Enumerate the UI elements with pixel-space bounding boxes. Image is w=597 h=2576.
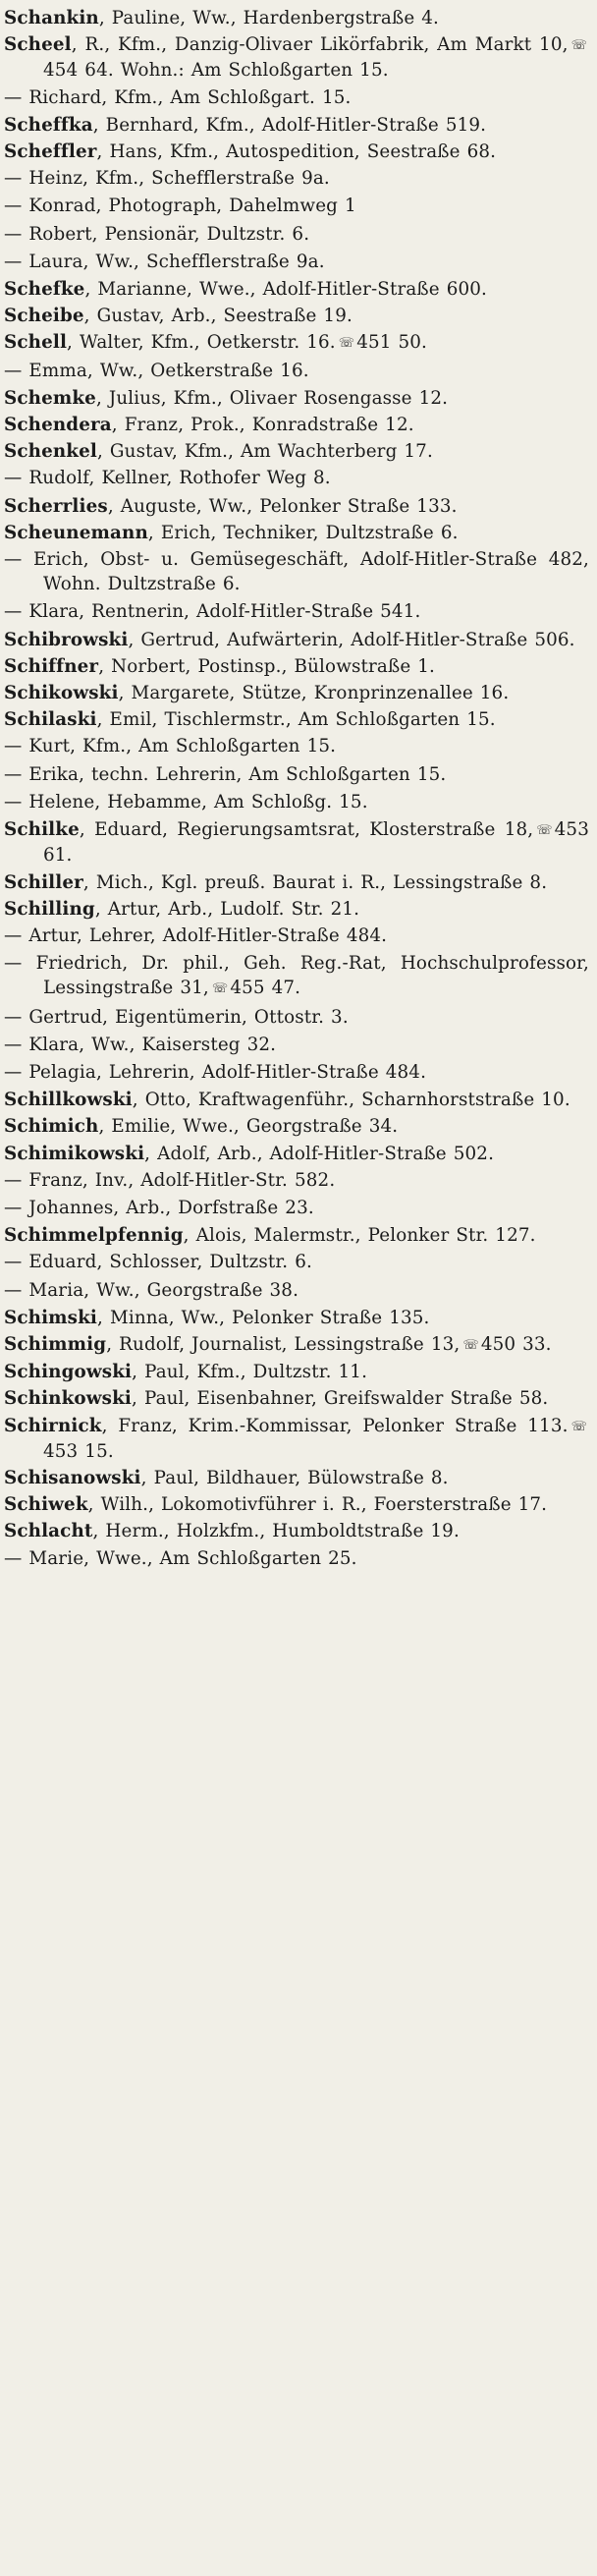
telephone-icon: ☏ (536, 823, 553, 839)
entry-details: , Otto, Kraftwagenführ., Scharnhorststraße 10. (132, 1090, 570, 1111)
sub-entry (4, 790, 589, 814)
telephone-icon: ☏ (462, 1337, 479, 1353)
phone-number: 451 50. (356, 332, 428, 354)
entry-name: — Eduard (4, 1252, 97, 1273)
entry-name: — Rudolf (4, 468, 89, 489)
entry-details: , Rudolf, Journalist, Lessingstraße 13, (106, 1333, 461, 1355)
entry-details: , Obst- u. Gemüsegeschäft, Adolf-Hitler-Straße 482, Wohn. Dultzstraße 6. (43, 549, 589, 595)
entry-name: — Johannes (4, 1197, 114, 1218)
entry-name: — Friedrich (4, 953, 123, 975)
entry-name: — Konrad (4, 196, 96, 217)
sub-entry (4, 194, 589, 218)
directory-entry (4, 897, 589, 922)
entry-name: — Erich (4, 549, 83, 571)
directory-entries (4, 6, 589, 1571)
entry-details: , Dr. phil., Geh. Reg.-Rat, Hochschulprofessor, Lessingstraße 31, (43, 953, 589, 999)
entry-name: Schemke (4, 387, 96, 409)
telephone-icon: ☏ (570, 38, 587, 54)
sub-entry (4, 762, 589, 787)
entry-name: Schiwek (4, 1494, 88, 1516)
directory-entry (4, 654, 589, 679)
sub-entry (4, 1005, 589, 1030)
sub-entry (4, 359, 589, 383)
entry-name: — Maria (4, 1279, 84, 1301)
directory-entry (4, 1519, 589, 1543)
entry-name: — Klara (4, 601, 80, 623)
entry-name: Scherrlies (4, 495, 108, 517)
directory-entry (4, 330, 589, 356)
entry-details: , Rentnerin, Adolf-Hitler-Straße 541. (79, 601, 421, 623)
entry-details: , Pensionär, Dultzstr. 6. (91, 223, 310, 245)
entry-name: Schilaski (4, 709, 97, 731)
entry-details: , Marianne, Wwe., Adolf-Hitler-Straße 600. (84, 279, 487, 301)
entry-details: , Ww., Kaisersteg 32. (79, 1034, 277, 1055)
entry-name: — Erika (4, 763, 80, 785)
directory-entry (4, 494, 589, 519)
entry-name: — Heinz (4, 168, 83, 190)
directory-entry (4, 1114, 589, 1139)
entry-residence: Wohn.: Am Schloßgarten 15. (120, 60, 389, 82)
directory-entry (4, 113, 589, 138)
entry-name: Schefke (4, 279, 85, 301)
directory-entry (4, 32, 589, 83)
entry-name: Schikowski (4, 683, 119, 704)
entry-name: Scheel (4, 34, 72, 56)
entry-name: — Pelagia (4, 1061, 96, 1083)
sub-entry (4, 1278, 589, 1303)
sub-entry (4, 1196, 589, 1220)
directory-entry (4, 870, 589, 895)
entry-name: — Robert (4, 223, 92, 245)
entry-details: , Inv., Adolf-Hitler-Str. 582. (81, 1169, 336, 1191)
entry-details: , Paul, Eisenbahner, Greifswalder Straße 58. (132, 1388, 549, 1410)
telephone-icon: ☏ (338, 336, 355, 352)
entry-name: Schlacht (4, 1521, 93, 1542)
entry-name: Schisanowski (4, 1467, 141, 1488)
entry-details: , Mich., Kgl. preuß. Baurat i. R., Lessingstraße 8. (82, 871, 548, 893)
entry-details: , techn. Lehrerin, Am Schloßgarten 15. (79, 763, 447, 785)
entry-details: , Franz, Prok., Konradstraße 12. (111, 415, 414, 436)
entry-details: , Hans, Kfm., Autospedition, Seestraße 68. (96, 141, 497, 163)
directory-entry (4, 1466, 589, 1490)
entry-name: — Klara (4, 1034, 80, 1055)
entry-name: — Gertrud (4, 1006, 103, 1028)
sub-entry (4, 734, 589, 758)
entry-name: Schankin (4, 8, 99, 28)
sub-entry (4, 951, 589, 1001)
entry-details: , Lehrer, Adolf-Hitler-Straße 484. (76, 924, 388, 946)
entry-name: Scheffka (4, 114, 93, 136)
entry-details: , Margarete, Stütze, Kronprinzenallee 16. (118, 683, 510, 704)
directory-entry (4, 521, 589, 545)
entry-details: , Walter, Kfm., Oetkerstr. 16. (67, 332, 336, 354)
entry-details: , Kfm., Am Schloßgart. 15. (101, 86, 352, 108)
directory-entry (4, 1306, 589, 1330)
entry-name: — Emma (4, 360, 87, 381)
entry-details: , Bernhard, Kfm., Adolf-Hitler-Straße 519. (92, 114, 487, 136)
directory-entry (4, 439, 589, 464)
entry-name: Scheffler (4, 141, 97, 163)
directory-entry (4, 413, 589, 437)
entry-name: Schimikowski (4, 1143, 145, 1164)
entry-name: — Laura (4, 251, 83, 272)
entry-details: , Kfm., Schefflerstraße 9a. (82, 168, 330, 190)
entry-name: Schilling (4, 898, 95, 920)
entry-details: , Alois, Malermstr., Pelonker Str. 127. (183, 1225, 536, 1247)
sub-entry (4, 547, 589, 596)
entry-name: Schell (4, 332, 68, 354)
sub-entry (4, 1168, 589, 1193)
directory-entry (4, 1332, 589, 1358)
entry-details: , Emil, Tischlermstr., Am Schloßgarten 15. (96, 709, 496, 731)
entry-details: , Artur, Arb., Ludolf. Str. 21. (94, 898, 360, 920)
entry-details: , Pauline, Ww., Hardenbergstraße 4. (98, 8, 439, 28)
entry-name: Schimmelpfennig (4, 1225, 184, 1247)
directory-entry (4, 6, 589, 30)
entry-name: Schenkel (4, 441, 97, 463)
phone-number: 453 61. (43, 819, 589, 867)
entry-name: Schibrowski (4, 629, 129, 650)
entry-name: — Richard (4, 86, 102, 108)
entry-details: , Norbert, Postinsp., Bülowstraße 1. (98, 655, 435, 677)
entry-details: , Kellner, Rothofer Weg 8. (88, 468, 331, 489)
entry-details: , Paul, Kfm., Dultzstr. 11. (132, 1362, 368, 1383)
telephone-icon: ☏ (211, 981, 229, 997)
entry-details: , Eduard, Regierungsamtsrat, Klosterstraße 18, (79, 819, 534, 841)
entry-details: , Ww., Schefflerstraße 9a. (82, 251, 325, 272)
sub-entry (4, 166, 589, 191)
entry-name: — Helene (4, 791, 95, 812)
entry-details: , Paul, Bildhauer, Bülowstraße 8. (140, 1467, 449, 1488)
directory-entry (4, 1386, 589, 1411)
directory-entry (4, 681, 589, 705)
entry-details: , Wilh., Lokomotivführer i. R., Foersterstraße 17. (87, 1494, 548, 1516)
sub-entry (4, 250, 589, 274)
entry-details: , Adolf, Arb., Adolf-Hitler-Straße 502. (144, 1143, 495, 1164)
phone-number: 450 33. (480, 1333, 552, 1355)
sub-entry (4, 599, 589, 624)
phone-number: 455 47. (230, 978, 301, 999)
entry-details: , Eigentümerin, Ottostr. 3. (102, 1006, 349, 1028)
entry-details: , Auguste, Ww., Pelonker Straße 133. (107, 495, 458, 517)
entry-name: Scheibe (4, 306, 84, 327)
entry-details: , Ww., Oetkerstraße 16. (86, 360, 309, 381)
directory-entry (4, 1142, 589, 1166)
entry-name: — Franz (4, 1169, 82, 1191)
entry-name: Schendera (4, 415, 112, 436)
directory-entry (4, 386, 589, 411)
entry-name: Schingowski (4, 1362, 133, 1383)
entry-name: Schimmig (4, 1333, 107, 1355)
directory-entry (4, 304, 589, 328)
entry-details: , Gustav, Kfm., Am Wachterberg 17. (97, 441, 433, 463)
entry-details: , Wwe., Am Schloßgarten 25. (83, 1547, 357, 1569)
directory-entry (4, 1360, 589, 1384)
entry-details: , Erich, Techniker, Dultzstraße 6. (147, 522, 459, 543)
entry-details: , Ww., Georgstraße 38. (83, 1279, 299, 1301)
entry-name: Schimich (4, 1116, 99, 1138)
directory-entry (4, 1414, 589, 1464)
directory-entry (4, 1088, 589, 1112)
sub-entry (4, 85, 589, 110)
directory-entry (4, 817, 589, 868)
entry-details: , Lehrerin, Adolf-Hitler-Straße 484. (95, 1061, 427, 1083)
entry-details: , Kfm., Am Schloßgarten 15. (70, 736, 337, 757)
sub-entry (4, 1033, 589, 1057)
phone-number: 453 15. (43, 1440, 114, 1462)
sub-entry (4, 466, 589, 490)
entry-name: Schirnick (4, 1415, 102, 1436)
directory-entry (4, 707, 589, 732)
directory-entry (4, 1223, 589, 1248)
entry-details: , Schlosser, Dultzstr. 6. (96, 1252, 312, 1273)
entry-details: , Minna, Ww., Pelonker Straße 135. (97, 1307, 430, 1328)
entry-name: Schiller (4, 871, 83, 893)
entry-name: Schillkowski (4, 1090, 133, 1111)
entry-details: , Gertrud, Aufwärterin, Adolf-Hitler-Straße 506. (128, 629, 575, 650)
telephone-icon: ☏ (570, 1419, 587, 1434)
entry-details: , Photograph, Dahelmweg 1 (95, 196, 356, 217)
sub-entry (4, 222, 589, 247)
sub-entry (4, 1546, 589, 1571)
entry-details: , Herm., Holzkfm., Humboldtstraße 19. (92, 1521, 460, 1542)
entry-name: Scheunemann (4, 522, 148, 543)
directory-entry (4, 1492, 589, 1517)
entry-name: Schilke (4, 819, 80, 841)
entry-name: — Kurt (4, 736, 71, 757)
entry-name: Schiffner (4, 655, 99, 677)
entry-name: — Artur (4, 924, 77, 946)
entry-details: , Gustav, Arb., Seestraße 19. (83, 306, 353, 327)
sub-entry (4, 1250, 589, 1274)
sub-entry (4, 924, 589, 948)
entry-details: , Hebamme, Am Schloßg. 15. (94, 791, 368, 812)
directory-entry (4, 140, 589, 164)
entry-details: , R., Kfm., Danzig-Olivaer Likörfabrik, Am Markt 10, (71, 34, 569, 56)
directory-entry (4, 628, 589, 652)
entry-details: , Franz, Krim.-Kommissar, Pelonker Straße 113. (101, 1415, 569, 1436)
entry-details: , Arb., Dorfstraße 23. (113, 1197, 314, 1218)
entry-name: Schimski (4, 1307, 98, 1328)
sub-entry (4, 1060, 589, 1085)
entry-details: , Julius, Kfm., Olivaer Rosengasse 12. (95, 387, 449, 409)
entry-name: Schinkowski (4, 1388, 133, 1410)
entry-details: , Emilie, Wwe., Georgstraße 34. (98, 1116, 399, 1138)
entry-name: — Marie (4, 1547, 84, 1569)
phone-number: 454 64. (43, 60, 114, 82)
directory-entry (4, 277, 589, 302)
